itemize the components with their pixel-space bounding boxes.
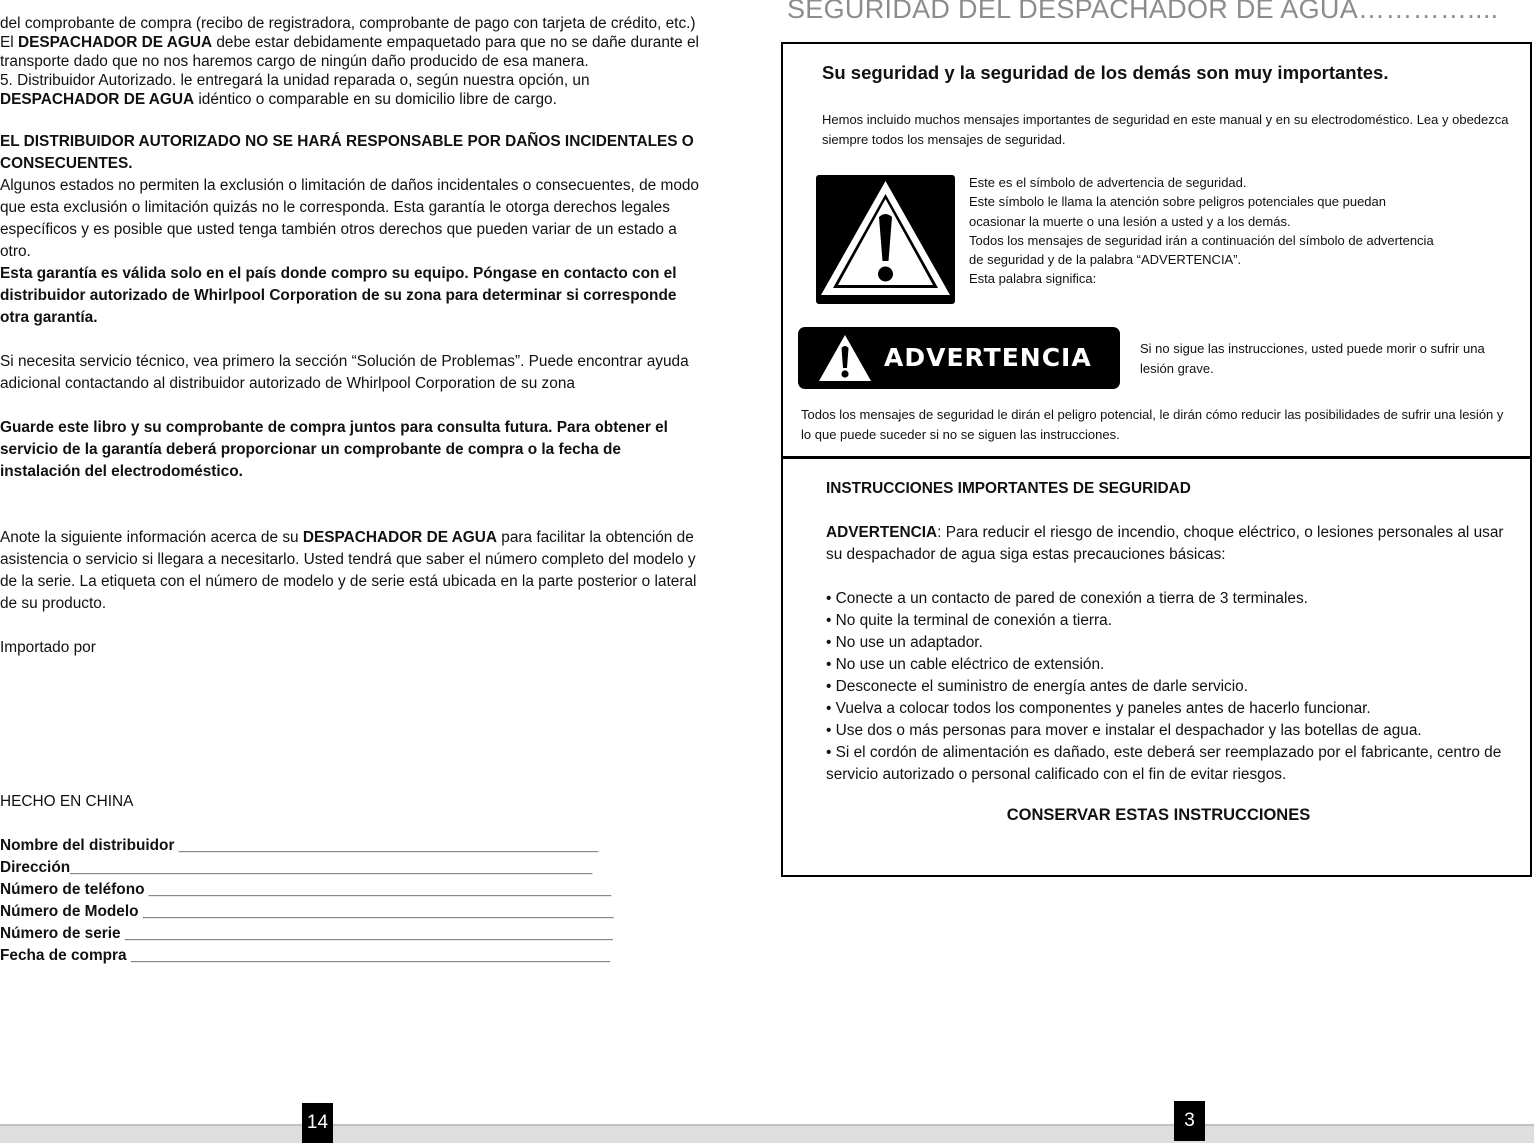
warning-text: : Para reducir el riesgo de incendio, choque eléctrico, o lesiones personales al usar su despachador de agua siga estas precauciones básicas: bbox=[826, 524, 1504, 563]
validity-paragraph: Esta garantía es válida solo en el país donde compro su equipo. Póngase en contacto con el distribuidor autorizado de Whirlpool Corporation de su zona para determinar si corresponde otra garantía. bbox=[0, 265, 677, 326]
model-number-field: Número de Modelo _______________________________________________________ bbox=[0, 903, 614, 920]
important-safety-instructions bbox=[826, 478, 1516, 786]
service-paragraph: Si necesita servicio técnico, vea primero la sección “Solución de Problemas”. Puede encontrar ayuda adicional contactando al distribuidor autorizado de Whirlpool Corporation de su zona bbox=[0, 353, 689, 392]
advertencia-badge bbox=[798, 327, 1120, 389]
text: debe estar debidamente empaquetado para que no se dañe durante el transporte dado que no nos haremos cargo de ningún daño producido de esa manera. bbox=[0, 34, 699, 70]
safety-bullet: • No quite la terminal de conexión a tierra. bbox=[826, 612, 1112, 629]
symbol-line: ocasionar la muerte o una lesión a usted y a los demás. bbox=[969, 213, 1291, 229]
advertencia-meaning: Si no sigue las instrucciones, usted puede morir o sufrir una lesión grave. bbox=[1140, 341, 1485, 376]
safety-bullet: • Conecte a un contacto de pared de conexión a tierra de 3 terminales. bbox=[826, 590, 1308, 607]
purchase-date-field: Fecha de compra ________________________________________________________ bbox=[0, 947, 611, 964]
keep-receipt-paragraph: Guarde este libro y su comprobante de compra juntos para consulta futura. Para obtener el servicio de la garantía deberá proporcionar un comprobante de compra o la fecha de instalación del electrodoméstico. bbox=[0, 419, 668, 480]
imported-by: Importado por bbox=[0, 639, 96, 656]
symbol-line: Todos los mensajes de seguridad irán a continuación del símbolo de advertencia bbox=[969, 232, 1434, 248]
advertencia-label: ADVERTENCIA bbox=[884, 343, 1092, 372]
record-info-paragraph bbox=[0, 527, 705, 615]
warning-triangle-icon bbox=[816, 175, 955, 304]
safety-messages-summary: Todos los mensajes de seguridad le dirán el peligro potencial, le dirán cómo reducir las posibilidades de sufrir una lesión y lo que puede suceder si no se siguen las instrucciones. bbox=[801, 407, 1504, 442]
serial-number-field: Número de serie _________________________________________________________ bbox=[0, 925, 613, 942]
safety-bullet: • No use un adaptador. bbox=[826, 634, 983, 651]
distributor-name-field: Nombre del distribuidor _________________________________________________ bbox=[0, 837, 599, 854]
warning-label: ADVERTENCIA bbox=[826, 524, 938, 541]
page-number-right: 3 bbox=[1174, 1101, 1205, 1141]
safety-bullet: • No use un cable eléctrico de extensión. bbox=[826, 656, 1105, 673]
product-name: DESPACHADOR DE AGUA bbox=[302, 529, 497, 546]
states-paragraph: Algunos estados no permiten la exclusión o limitación de daños incidentales o consecuentes, de modo que esta exclusión o limitación quizás no le corresponda. Esta garantía le otorga derechos legales específicos y es posible que usted tenga también otros derechos que pueden variar de un estado a otro. bbox=[0, 177, 699, 260]
safety-intro: Hemos incluido muchos mensajes importantes de seguridad en este manual y en su electrodoméstico. Lea y obedezca siempre todos los mensajes de seguridad. bbox=[822, 112, 1509, 147]
symbol-line: Este símbolo le llama la atención sobre peligros potenciales que puedan bbox=[969, 194, 1386, 210]
text: 5. Distribuidor Autorizado. le entregará la unidad reparada o, según nuestra opción, un bbox=[0, 72, 590, 89]
product-name: DESPACHADOR DE AGUA bbox=[0, 91, 195, 108]
symbol-line: Este es el símbolo de advertencia de seguridad. bbox=[969, 175, 1247, 190]
text: Anote la siguiente información acerca de su bbox=[0, 529, 303, 546]
keep-instructions-notice: CONSERVAR ESTAS INSTRUCCIONES bbox=[1006, 806, 1311, 824]
safety-bullet: • Desconecte el suministro de energía antes de darle servicio. bbox=[826, 678, 1249, 695]
safety-symbol-description bbox=[969, 173, 1514, 289]
liability-disclaimer: EL DISTRIBUIDOR AUTORIZADO NO SE HARÁ RESPONSABLE POR DAÑOS INCIDENTALES O CONSECUENTES. bbox=[0, 133, 694, 172]
return-shipping-paragraph bbox=[0, 14, 705, 71]
symbol-line: de seguridad y de la palabra “ADVERTENCIA”. bbox=[969, 252, 1242, 268]
text: idéntico o comparable en su domicilio libre de cargo. bbox=[194, 91, 557, 108]
safety-heading: Su seguridad y la seguridad de los demás son muy importantes. bbox=[822, 62, 1389, 83]
safety-bullet: • Vuelva a colocar todos los componentes y paneles antes de hacerlo funcionar. bbox=[826, 700, 1371, 717]
footer-bar bbox=[0, 1124, 1534, 1143]
left-page bbox=[0, 14, 705, 967]
section-title: SEGURIDAD DEL DESPACHADOR DE AGUA………….... bbox=[787, 0, 1499, 24]
authorized-distributor-paragraph bbox=[0, 71, 705, 109]
text: para facilitar la obtención de asistencia o servicio si llegara a necesitarlo. Usted tendrá que saber el número completo del modelo y de la serie. La etiqueta con el número de modelo y de serie está ubicada en la parte posterior o lateral de su producto. bbox=[0, 529, 697, 612]
safety-bullet: • Si el cordón de alimentación es dañado, este deberá ser reemplazado por el fabricante, centro de servicio autorizado o personal calificado con el fin de evitar riesgos. bbox=[826, 744, 1502, 783]
page-number-left: 14 bbox=[302, 1103, 333, 1143]
made-in-china: HECHO EN CHINA bbox=[0, 793, 134, 810]
warning-paragraph bbox=[826, 522, 1516, 566]
safety-bullet: • Use dos o más personas para mover e instalar el despachador y las botellas de agua. bbox=[826, 722, 1422, 739]
instructions-title: INSTRUCCIONES IMPORTANTES DE SEGURIDAD bbox=[826, 480, 1191, 497]
symbol-line: Esta palabra significa: bbox=[969, 271, 1097, 287]
phone-field: Número de teléfono ______________________________________________________ bbox=[0, 881, 612, 898]
text: del comprobante de compra (recibo de registradora, comprobante de pago con tarjeta de crédito, etc.) El bbox=[0, 15, 696, 51]
product-name: DESPACHADOR DE AGUA bbox=[17, 34, 213, 51]
warning-triangle-icon bbox=[817, 333, 873, 383]
address-field: Dirección_____________________________________________________________ bbox=[0, 859, 593, 876]
